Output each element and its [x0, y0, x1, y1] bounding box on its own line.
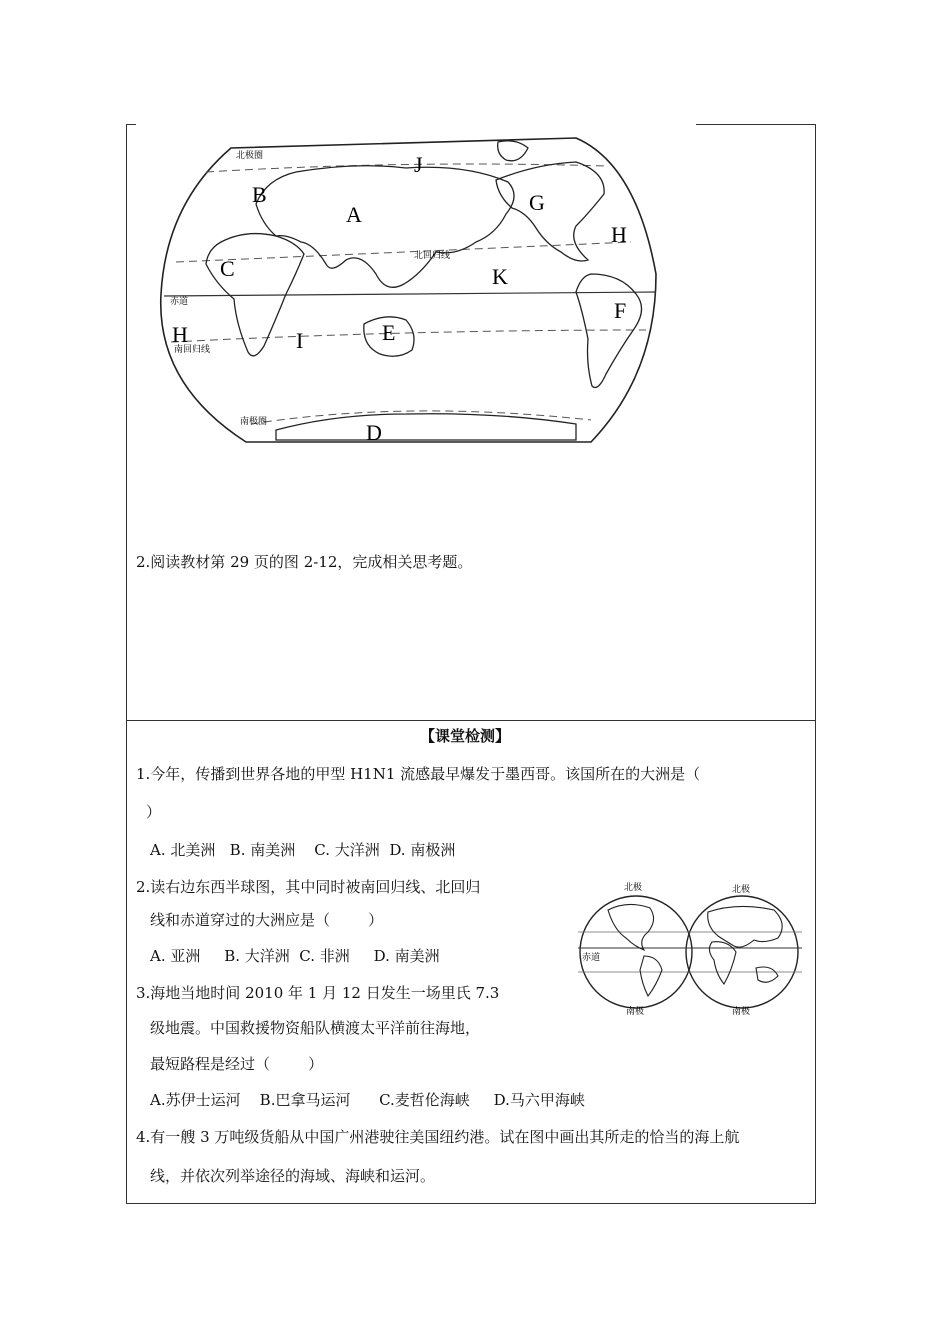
q1-line1: 1.今年，传播到世界各地的甲型 H1N1 流感最早爆发于墨西哥。该国所在的大洲是（	[136, 765, 701, 783]
tropic-cancer-label: 北回归线	[414, 251, 451, 261]
antarctic-circle-label: 南极圈	[240, 417, 268, 427]
equator-label: 赤道	[170, 297, 189, 307]
map-letter-f: F	[614, 298, 627, 323]
top-border-left	[126, 124, 136, 125]
hemi-south-pole-east: 南极	[732, 1007, 751, 1016]
map-letter-e: E	[382, 320, 396, 345]
map-letter-a: A	[346, 202, 362, 227]
map-letter-c: C	[220, 256, 235, 281]
world-map	[136, 124, 696, 454]
hemi-north-pole-west: 北极	[624, 883, 643, 893]
hemisphere-map	[578, 880, 802, 1016]
map-letter-h-right: H	[611, 222, 627, 247]
q1-options: A. 北美洲 B. 南美洲 C. 大洋洲 D. 南极洲	[150, 841, 456, 859]
map-letter-d: D	[366, 420, 382, 445]
map-letter-h-left: H	[172, 322, 188, 347]
map-letter-i: I	[296, 328, 304, 353]
q2-options: A. 亚洲 B. 大洋洲 C. 非洲 D. 南美洲	[150, 947, 440, 965]
q1-line2: ）	[146, 803, 162, 821]
q3-line3: 最短路程是经过（ ）	[150, 1055, 324, 1073]
map-letter-b: B	[252, 182, 267, 207]
hemi-equator-label: 赤道	[582, 953, 601, 963]
q3-line1: 3.海地当地时间 2010 年 1 月 12 日发生一场里氏 7.3	[136, 984, 500, 1002]
q2-line1: 2.读右边东西半球图，其中同时被南回归线、北回归	[136, 878, 481, 896]
map-letter-j: J	[414, 152, 423, 177]
arctic-circle-label: 北极圈	[236, 151, 264, 161]
q3-line2: 级地震。中国救援物资船队横渡太平洋前往海地，	[150, 1019, 481, 1037]
q4-line1: 4.有一艘 3 万吨级货船从中国广州港驶往美国纽约港。试在图中画出其所走的恰当的海上航	[136, 1128, 740, 1146]
hemi-south-pole-west: 南极	[626, 1007, 645, 1016]
top-border-right	[694, 124, 815, 125]
hemi-north-pole-east: 北极	[732, 885, 751, 895]
question-2-text: 2.阅读教材第 29 页的图 2-12，完成相关思考题。	[136, 553, 473, 571]
q3-options: A.苏伊士运河 B.巴拿马运河 C.麦哲伦海峡 D.马六甲海峡	[150, 1091, 585, 1109]
tropic-capricorn-label: 南回归线	[174, 345, 211, 355]
q2-line2: 线和赤道穿过的大洲应是（ ）	[150, 911, 384, 929]
map-letter-g: G	[529, 190, 545, 215]
section-title: 【课堂检测】	[420, 727, 511, 745]
q4-line2: 线，并依次列举途径的海域、海峡和运河。	[150, 1167, 436, 1185]
map-letter-k: K	[492, 264, 508, 289]
